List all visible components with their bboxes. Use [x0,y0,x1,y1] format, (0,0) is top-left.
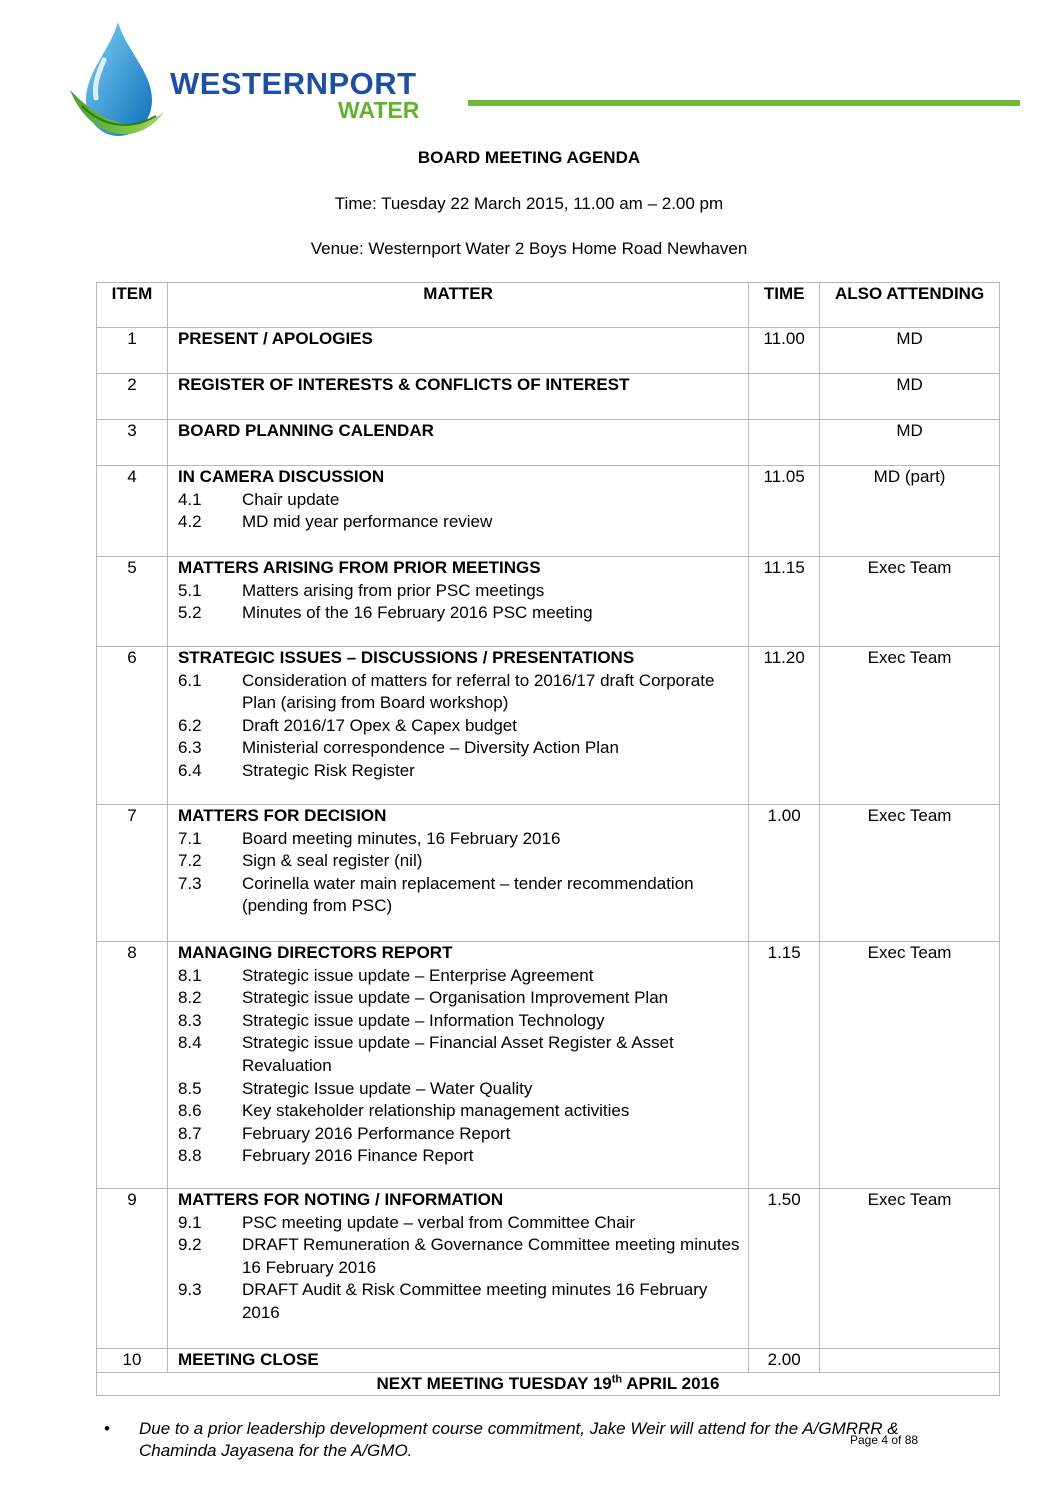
sub-item-text: Corinella water main replacement – tender recommendation (pending from PSC) [241,873,694,916]
sub-item-text: Strategic Risk Register [241,760,415,780]
attending-cell: Exec Team [820,942,1000,1189]
matter-heading: PRESENT / APOLOGIES [177,329,373,348]
time-cell: 1.15 [749,942,820,1189]
table-row [97,328,1000,374]
time-cell: 2.00 [749,1349,820,1373]
sub-item-number: 8.7 [177,1123,202,1143]
brand-divider-line [468,100,1020,106]
sub-item [178,873,748,918]
matter-heading: MANAGING DIRECTORS REPORT [177,943,453,962]
column-header: ITEM [97,283,168,328]
matter-heading: IN CAMERA DISCUSSION [177,467,385,486]
attending-cell [820,1349,1000,1373]
sub-item [178,965,748,988]
item-number: 1 [97,328,168,374]
sub-item-number: 8.1 [177,965,202,985]
sub-item [178,760,748,783]
attending-cell: Exec Team [820,647,1000,805]
table-row [97,1349,1000,1373]
table-row [97,647,1000,805]
sub-item-number: 6.3 [177,738,202,758]
time-cell: 11.05 [749,466,820,557]
matter-heading: REGISTER OF INTERESTS & CONFLICTS OF INTEREST [177,375,630,394]
sub-item-text: Consideration of matters for referral to 2016/17 draft Corporate Plan (arising from Board workshop) [241,670,715,713]
sub-item [178,670,748,715]
table-row [97,420,1000,466]
column-header: MATTER [167,283,748,328]
item-number: 4 [97,466,168,557]
item-number: 6 [97,647,168,805]
bullet-icon: • [104,1419,110,1438]
sub-item [178,1032,748,1077]
water-drop-leaf-icon [60,20,180,150]
footnote-text: Due to a prior leadership development course commitment, Jake Weir will attend for the A/GMRRR & Chaminda Jayasena for the A/GMO. [139,1419,899,1460]
sub-item [178,489,748,512]
sub-item-number: 8.8 [177,1146,202,1166]
table-row [97,942,1000,1189]
sub-item [178,850,748,873]
sub-item-number: 9.2 [177,1235,202,1255]
column-header: ALSO ATTENDING [820,283,1000,328]
sub-item-text: Strategic issue update – Enterprise Agreement [241,965,594,985]
item-number: 10 [97,1349,168,1373]
sub-item-text: Strategic issue update – Financial Asset Register & Asset Revaluation [241,1033,674,1075]
sub-item-text: Board meeting minutes, 16 February 2016 [241,828,561,848]
next-meeting: NEXT MEETING TUESDAY 19th APRIL 2016 [97,1372,1000,1396]
sub-item [178,715,748,738]
sub-item-text: Draft 2016/17 Opex & Capex budget [241,715,517,735]
sub-item-number: 8.6 [177,1101,202,1121]
table-row [97,466,1000,557]
table-row [97,557,1000,647]
sub-item [178,1123,748,1146]
sub-item-number: 5.1 [177,580,202,600]
matter-heading: STRATEGIC ISSUES – DISCUSSIONS / PRESENTATIONS [177,648,635,667]
matter-cell [167,647,748,805]
matter-cell [167,374,748,420]
sub-item-text: DRAFT Audit & Risk Committee meeting minutes 16 February 2016 [241,1280,708,1322]
time-cell [749,374,820,420]
table-row [97,374,1000,420]
sub-item-text: Strategic issue update – Information Technology [241,1010,605,1030]
time-cell: 11.00 [749,328,820,374]
matter-cell [167,1189,748,1349]
sub-item [178,1279,748,1324]
attending-cell: MD [820,420,1000,466]
sub-item-text: Matters arising from prior PSC meetings [241,580,545,600]
sub-item [178,602,748,625]
matter-heading: MATTERS FOR NOTING / INFORMATION [177,1190,504,1209]
meeting-venue: Venue: Westernport Water 2 Boys Home Road Newhaven [310,239,748,258]
attending-cell: Exec Team [820,557,1000,647]
sub-item-number: 6.1 [177,670,202,690]
time-cell: 1.50 [749,1189,820,1349]
attending-cell: MD [820,328,1000,374]
matter-heading: MATTERS ARISING FROM PRIOR MEETINGS [177,558,541,577]
sub-item-number: 8.4 [177,1033,202,1053]
time-cell: 1.00 [749,805,820,942]
matter-cell [167,557,748,647]
table-header-row [97,283,1000,328]
sub-item [178,1100,748,1123]
sub-item-text: Strategic issue update – Organisation Improvement Plan [241,988,669,1008]
sub-item-text: Sign & seal register (nil) [241,851,423,871]
matter-cell [167,942,748,1189]
sub-item-number: 6.2 [177,715,202,735]
sub-item-number: 7.2 [177,851,202,871]
sub-item [178,580,748,603]
attending-cell: Exec Team [820,1189,1000,1349]
time-cell [749,420,820,466]
sub-item-text: Minutes of the 16 February 2016 PSC meeting [241,603,593,623]
sub-item [178,1010,748,1033]
sub-item-number: 6.4 [177,760,202,780]
sub-item [178,828,748,851]
sub-item-text: Ministerial correspondence – Diversity Action Plan [241,738,619,758]
time-cell: 11.20 [749,647,820,805]
sub-item-text: Strategic Issue update – Water Quality [241,1078,533,1098]
sub-item-text: MD mid year performance review [241,512,493,532]
page-number: Page 4 of 88 [850,1433,919,1447]
matter-cell [167,805,748,942]
item-number: 3 [97,420,168,466]
sub-item [178,511,748,534]
attending-cell: MD [820,374,1000,420]
item-number: 2 [97,374,168,420]
sub-item-number: 9.1 [177,1212,202,1232]
sub-item-number: 4.2 [177,512,202,532]
agenda-title: BOARD MEETING AGENDA [417,148,641,167]
time-cell: 11.15 [749,557,820,647]
sub-item-text: DRAFT Remuneration & Governance Committee meeting minutes 16 February 2016 [241,1235,740,1277]
sub-item [178,737,748,760]
item-number: 8 [97,942,168,1189]
matter-cell [167,420,748,466]
sub-item-number: 5.2 [177,603,202,623]
item-number: 7 [97,805,168,942]
sub-item-text: PSC meeting update – verbal from Committee Chair [241,1212,635,1232]
meeting-time: Time: Tuesday 22 March 2015, 11.00 am – 2.00 pm [334,194,724,213]
sub-item [178,1145,748,1168]
agenda-table [96,282,1000,1396]
sub-item-number: 4.1 [177,489,202,509]
sub-item-number: 8.5 [177,1078,202,1098]
sub-item [178,1212,748,1235]
westernport-water-logo [60,20,1040,150]
sub-item-number: 9.3 [177,1280,202,1300]
sub-item-number: 8.2 [177,988,202,1008]
matter-heading: MEETING CLOSE [177,1350,319,1369]
column-header: TIME [749,283,820,328]
next-meeting-row [97,1372,1000,1396]
sub-item-text: Chair update [241,489,340,509]
sub-item [178,1234,748,1279]
matter-cell [167,1349,748,1373]
table-row [97,1189,1000,1349]
sub-item-text: Key stakeholder relationship management activities [241,1101,630,1121]
brand-subname: WATER [338,97,420,123]
table-row [97,805,1000,942]
sub-item [178,1078,748,1101]
item-number: 5 [97,557,168,647]
sub-item-number: 8.3 [177,1010,202,1030]
item-number: 9 [97,1189,168,1349]
sub-item-number: 7.1 [177,828,202,848]
sub-item-text: February 2016 Performance Report [241,1123,511,1143]
matter-heading: BOARD PLANNING CALENDAR [177,421,434,440]
matter-cell [167,466,748,557]
attending-cell: MD (part) [820,466,1000,557]
sub-item [178,987,748,1010]
sub-item-text: February 2016 Finance Report [241,1146,474,1166]
matter-heading: MATTERS FOR DECISION [177,806,387,825]
matter-cell [167,328,748,374]
brand-name: WESTERNPORT [170,66,417,101]
sub-item-number: 7.3 [177,873,202,893]
attending-cell: Exec Team [820,805,1000,942]
